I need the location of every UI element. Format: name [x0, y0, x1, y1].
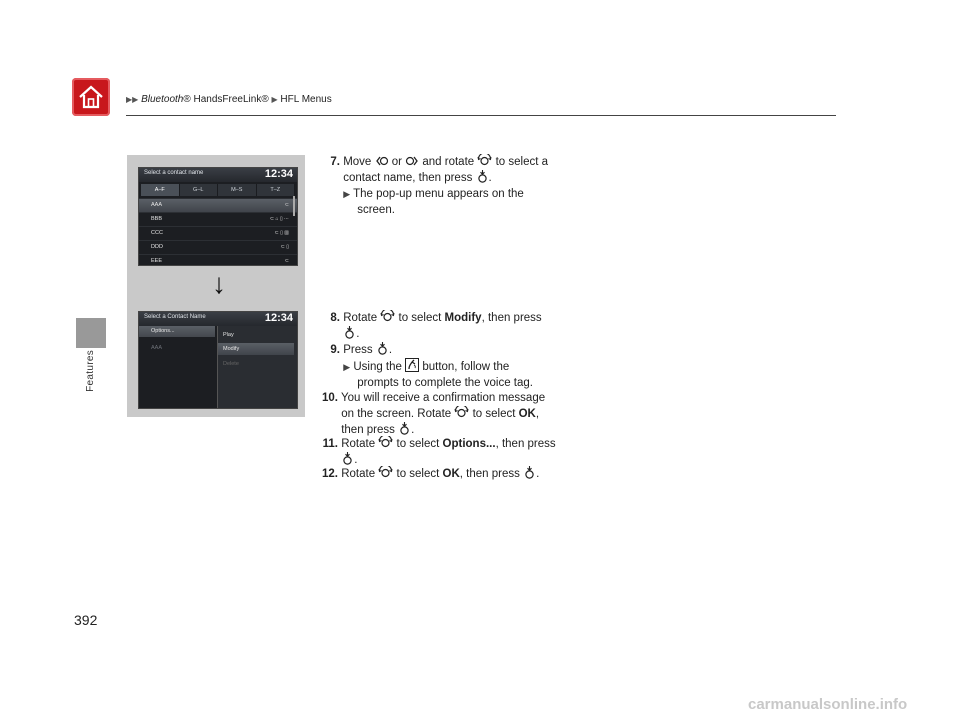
step-7	[326, 154, 586, 218]
step-number: 12.	[322, 468, 338, 480]
breadcrumb-arrow-icon: ▶	[271, 95, 278, 104]
step-number: 11.	[322, 438, 338, 450]
menu-item-delete[interactable]: Delete	[223, 361, 239, 367]
screen-clock: 12:34	[264, 312, 293, 324]
scrollbar[interactable]	[293, 196, 295, 216]
phone-type-icon: ⊂	[284, 258, 289, 264]
rotate-knob-icon	[378, 466, 393, 479]
screen-header	[139, 168, 297, 182]
tab-m-s[interactable]: M–S	[218, 184, 257, 196]
step-text: to select	[396, 438, 440, 450]
result-arrow-icon: ▶	[343, 189, 351, 199]
screen-title: Select a Contact Name	[144, 314, 206, 320]
screen-header	[139, 312, 297, 326]
result-arrow-icon: ▶	[343, 362, 351, 372]
tab-g-l[interactable]: G–L	[180, 184, 219, 196]
press-knob-icon	[341, 452, 354, 465]
step-text: The pop-up menu appears on the	[353, 188, 524, 200]
contact-name: DDD	[151, 244, 163, 250]
step-text: contact name, then press	[343, 172, 473, 184]
alphabet-tabs	[141, 184, 295, 196]
header-divider	[126, 115, 836, 116]
page-number: 392	[74, 612, 98, 628]
step-9	[326, 342, 586, 391]
contact-row[interactable]	[139, 254, 297, 266]
step-text: to select a	[495, 156, 548, 168]
contact-name: BBB	[151, 216, 163, 222]
contact-name: CCC	[151, 230, 163, 236]
step-text: then press	[341, 424, 395, 436]
popup-menu-screen	[138, 311, 298, 409]
step-text: prompts to complete the voice tag.	[357, 377, 533, 389]
popup-menu	[217, 326, 298, 408]
step-text: , then press	[495, 438, 556, 450]
breadcrumb	[126, 94, 332, 105]
phone-type-icon: ⊂ ⌂ ▯ ⋯	[269, 216, 289, 222]
step-number: 8.	[330, 312, 340, 324]
step-text: ,	[535, 408, 540, 420]
breadcrumb-bluetooth[interactable]: Bluetooth	[141, 94, 184, 105]
move-right-icon	[405, 155, 419, 167]
section-tab[interactable]	[76, 318, 106, 348]
step-text: Rotate	[341, 468, 376, 480]
breadcrumb-arrow-icon: ▶▶	[126, 95, 139, 104]
step-text: .	[388, 344, 393, 356]
step-12	[314, 466, 604, 482]
step-text: .	[356, 328, 360, 340]
phone-type-icon: ⊂	[284, 202, 289, 208]
down-arrow-icon: ↓	[212, 268, 226, 299]
rotate-knob-icon	[378, 436, 393, 449]
move-left-icon	[375, 155, 389, 167]
step-text: .	[354, 454, 358, 466]
step-keyword: Modify	[444, 312, 482, 324]
step-10	[314, 390, 594, 438]
step-text: .	[536, 468, 540, 480]
talk-button-icon	[405, 358, 419, 372]
phone-type-icon: ⊂ ▯ ▥	[274, 230, 289, 236]
rotate-knob-icon	[454, 406, 469, 419]
tab-t-z[interactable]: T–Z	[257, 184, 296, 196]
step-keyword: OK	[442, 468, 460, 480]
step-8	[326, 310, 586, 342]
contact-name: AAA	[151, 345, 163, 351]
step-text: or	[391, 156, 402, 168]
step-text: Using the	[353, 361, 402, 373]
watermark: carmanualsonline.info	[748, 696, 908, 713]
step-text: and rotate	[422, 156, 475, 168]
contact-list-screen	[138, 167, 298, 266]
contact-row[interactable]	[139, 198, 297, 212]
home-icon	[77, 83, 105, 111]
step-text: screen.	[357, 204, 395, 216]
options-row[interactable]: Options...	[139, 326, 215, 337]
step-text: to select	[396, 468, 440, 480]
rotate-knob-icon	[477, 154, 492, 167]
contact-row[interactable]	[139, 212, 297, 226]
step-text: to select	[398, 312, 442, 324]
menu-item-play[interactable]: Play	[223, 332, 234, 338]
press-knob-icon	[376, 342, 389, 355]
contact-row[interactable]	[139, 226, 297, 240]
section-label: Features	[85, 350, 96, 392]
step-number: 9.	[330, 344, 340, 356]
breadcrumb-hfl-menus[interactable]: HFL Menus	[280, 94, 332, 105]
press-knob-icon	[343, 326, 356, 339]
home-button[interactable]	[72, 78, 110, 116]
step-text: Rotate	[341, 438, 376, 450]
step-text: on the screen. Rotate	[341, 408, 452, 420]
step-text: , then press	[481, 312, 542, 324]
step-text: Press	[343, 344, 373, 356]
press-knob-icon	[476, 170, 489, 183]
screen-title: Select a contact name	[144, 170, 204, 176]
step-keyword: Options...	[442, 438, 496, 450]
step-number: 7.	[330, 156, 340, 168]
step-text: Move	[343, 156, 372, 168]
tab-a-f[interactable]: A–F	[141, 184, 180, 196]
contact-name: AAA	[151, 202, 163, 208]
rotate-knob-icon	[380, 310, 395, 323]
phone-type-icon: ⊂ ▯	[280, 244, 289, 250]
contact-column	[139, 326, 217, 408]
screen-clock: 12:34	[264, 168, 293, 180]
press-knob-icon	[398, 422, 411, 435]
step-number: 10.	[322, 392, 338, 404]
step-text: .	[411, 424, 415, 436]
contact-row[interactable]	[139, 240, 297, 254]
menu-item-modify[interactable]: Modify	[218, 343, 294, 355]
step-text: button, follow the	[422, 361, 510, 373]
step-text: to select	[472, 408, 516, 420]
step-11	[314, 436, 604, 468]
step-text: .	[488, 172, 492, 184]
press-knob-icon	[523, 466, 536, 479]
step-text: Rotate	[343, 312, 378, 324]
breadcrumb-handsfreelink[interactable]: ® HandsFreeLink®	[183, 94, 269, 105]
step-text: , then press	[459, 468, 520, 480]
step-text: You will receive a confirmation message	[341, 392, 546, 404]
step-keyword: OK	[518, 408, 536, 420]
contact-name: EEE	[151, 258, 163, 264]
